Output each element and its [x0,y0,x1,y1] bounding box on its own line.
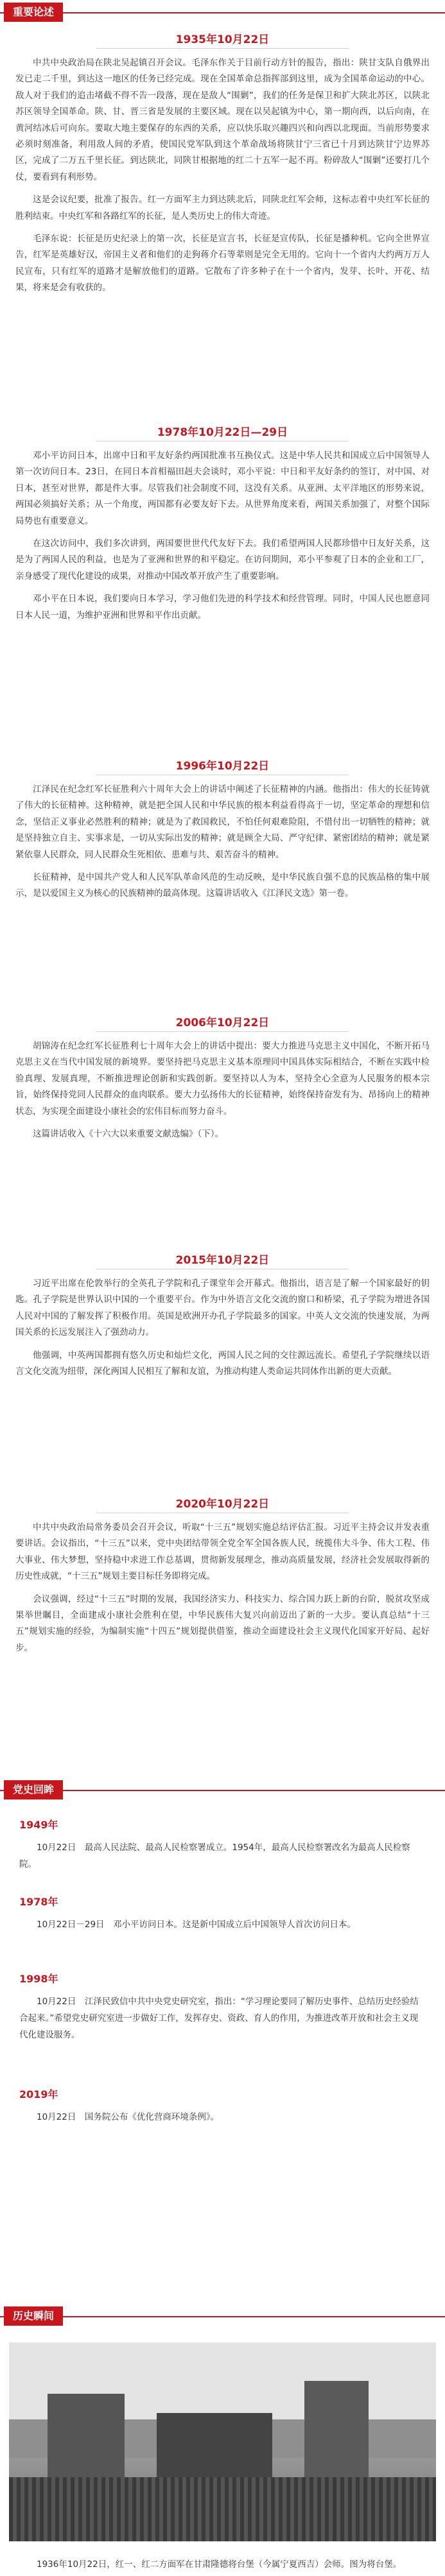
photo-building [304,2381,369,2477]
event-paragraph: 毛泽东说：长征是历史纪录上的第一次，长征是宣言书，长征是宣传队，长征是播种机。它向全世界宣告，红军是英雄好汉，帝国主义者和他们的走狗蒋介石等辈则是完全无用的。它向十一个省内大约两万万人民宣布，只有红军的道路才是解放他们的道路。它散布了许多种子在十一个省内，发芽、长叶、开花、结果，将来是会有收获的。 [15,234,430,293]
photo-crowd [9,2477,436,2541]
section-divider [0,12,445,13]
section-divider [0,2316,445,2317]
anniversary-text: 10月22日 最高人民法院、最高人民检察署成立。1954年，最高人民检察署改名为最高人民检察院。 [19,1842,410,1869]
event-paragraph: 胡锦涛在纪念红军长征胜利七十周年大会上的讲话中提出：要大力推进马克思主义中国化，不断开拓马克思主义在当代中国发展的新境界。要坚持把马克思主义基本原理同中国具体实际相结合，不断在实践中检验真理、发展真理，不断推进理论创新和实践创新。要坚持以人为本，坚持全心全意为人民服务的根本宗旨，始终保持党同人民群众的血肉联系。要大力弘扬伟大的长征精神，始终保持奋发有为、昂扬向上的精神状态，为实现全面建设小康社会的宏伟目标而努力奋斗。 [15,1041,430,1117]
section-header-history-moment [0,2304,445,2330]
section-header-party-history [0,1778,445,1803]
event-2006 [0,1014,445,1142]
photo-caption: 1936年10月22日，红一、红二方面军在甘肃隆德将台堡（今属宁夏西吉）会师。图为将台堡。 [37,2559,402,2570]
anniversary-1949 [0,1816,445,1873]
event-1978 [0,424,445,624]
section-divider [0,1790,445,1791]
event-paragraph: 这篇讲话收入《十六大以来重要文献选编》（下）。 [33,1129,223,1140]
section-title: 党史回眸 [4,1780,63,1799]
section-title: 历史瞬间 [4,2306,63,2326]
anniversary-text: 10月22日 国务院公布《优化营商环境条例》。 [37,2112,220,2122]
event-paragraph: 邓小平访问日本，出席中日和平友好条约两国批准书互换仪式。这是中华人民共和国成立后中国领导人第一次访问日本。23日，在同日本首相福田赳夫会谈时，邓小平说：中日和平友好条约的签订，对中国、对日本，甚至对世界，都是件大事。尽管我们社会制度不同，这没有关系。从亚洲、太平洋地区的形势来说，两国必须搞好关系；从一个角度，两国都有必要友好下去。从世界角度来看，两国关系加强了，对整个国际局势也有重要意义。 [15,451,430,526]
event-2015 [0,1251,445,1380]
photo-building [157,2413,272,2477]
event-paragraph: 长征精神，是中国共产党人和人民军队革命风范的生动反映，是中华民族自强不息的民族品格的集中展示，是以爱国主义为核心的民族精神的最高体现。这篇讲话收入《江泽民文选》第一卷。 [15,872,430,899]
event-paragraph: 在这次访问中，我们多次讲到，两国要世世代代友好下去。我们希望两国人民都珍惜中日友好关系，这是为了两国人民的利益，也是为了亚洲和世界的和平稳定。在访问期间，邓小平参观了日本的企业和工厂，亲身感受了现代化建设的成果，对推动中国改革开放产生了重要影响。 [15,538,430,581]
event-date: 2015年10月22日 [0,1251,445,1269]
historical-photo [9,2342,436,2541]
event-date: 1935年10月22日 [0,31,445,49]
event-paragraph: 习近平出席在伦敦举行的全英孔子学院和孔子课堂年会开幕式。他指出，语言是了解一个国家最好的钥匙。孔子学院是世界认识中国的一个重要平台。作为中外语言文化交流的窗口和桥梁，孔子学院为增进各国人民对中国的了解发挥了积极作用。英国是欧洲开办孔子学院最多的国家。中英人文交流的快速发展，为两国关系的长远发展注入了强劲动力。 [15,1278,430,1338]
event-paragraph: 邓小平在日本说，我们要向日本学习，学习他们先进的科学技术和经营管理。同时，中国人民也愿意同日本人民一道，为维护亚洲和世界和平作出贡献。 [15,594,430,621]
event-paragraph: 中共中央政治局在陕北吴起镇召开会议。毛泽东作关于目前行动方针的报告，指出：陕甘支队自俄界出发已走二千里，到达这一地区的任务已经完成。现在全国革命总指挥部到这里，成为全国革命运动的中心。敌人对于我们的追击堵截不得不告一段落，现在是敌人“围剿”，我们的任务是保卫和扩大陕北苏区，以陕北苏区领导全国革命。陕、甘、晋三省是发展的主要区域。现在以吴起镇为中心，第一期向西，以后向南，在黄河结冰后可向东。要取大地主要保存的东西的关系，应以快乐取兴趣四兴和向西以北现面。当前形势要求必须时刻准备，利用敌人间的矛盾，使国民党军队到这个革命战场将陕甘宁三省已十月到达陕甘宁边界苏区，完成了二万五千里长征。到达陕北，同陕甘根据地的红二十五军一起不再。粉碎敌人“围剿”还要打几个仗，要看到有利形势。 [15,58,430,182]
anniversary-text: 10月22日 江泽民致信中共中央党史研究室，指出：“学习理论要同了解历史事件、总结历史经验结合起来。”希望党史研究室进一步做好工作，发挥存史、资政、育人的作用，为推进改革开放和社会主义现代化建设服务。 [19,1996,419,2040]
anniversary-year: 1998年 [19,1973,58,1985]
anniversary-1978 [0,1893,445,1933]
section-header-important [0,0,445,26]
event-paragraph: 这是会议纪要，批准了报告。红一方面军主力到达陕北后，同陕北红军会师，这标志着中央红军长征的胜利结束。中央红军和各路红军的长征，是人类历史上的伟大奇迹。 [15,194,430,221]
event-paragraph: 中共中央政治局常务委员会召开会议，听取“十三五”规划实施总结评估汇报。习近平主持会议并发表重要讲话。会议指出，“十三五”以来，党中央团结带领全党全军全国各族人民，统揽伟大斗争、伟大工程、伟大事业、伟大梦想，坚持稳中求进工作总基调，贯彻新发展理念，推动高质量发展，经济社会发展取得新的历史性成就，“十三五”规划主要目标任务即将完成。 [15,1522,430,1582]
anniversary-text: 10月22日－29日 邓小平访问日本。这是新中国成立后中国领导人首次访问日本。 [37,1919,356,1930]
anniversary-year: 1949年 [19,1819,58,1831]
anniversary-1998 [0,1970,445,2043]
event-paragraph: 会议强调，经过“十三五”时期的发展，我国经济实力、科技实力、综合国力跃上新的台阶，脱贫攻坚成果举世瞩目，全面建成小康社会胜利在望，中华民族伟大复兴向前迈出了新的一大步。要认真总结“十三五”规划实施的经验，为编制实施“十四五”规划提供借鉴，推动全面建设社会主义现代化国家开好局、起好步。 [15,1593,430,1653]
anniversary-year: 2019年 [19,2088,58,2100]
event-1935 [0,31,445,296]
section-title: 重要论述 [4,3,63,22]
anniversary-2019 [0,2086,445,2125]
anniversary-year: 1978年 [19,1896,58,1908]
photo-building [48,2394,125,2477]
event-paragraph: 江泽民在纪念红军长征胜利六十周年大会上的讲话中阐述了长征精神的内涵。他指出：伟大的长征铸就了伟大的长征精神。这种精神，就是把全国人民和中华民族的根本利益看得高于一切，坚定革命的理想和信念，坚信正义事业必然胜利的精神；就是为了救国救民，不怕任何艰难险阻，不惜付出一切牺牲的精神；就是坚持独立自主、实事求是，一切从实际出发的精神；就是顾全大局、严守纪律、紧密团结的精神；就是紧紧依靠人民群众，同人民群众生死相依、患难与共、艰苦奋斗的精神。 [15,784,430,860]
event-2020 [0,1495,445,1656]
event-date: 1996年10月22日 [0,757,445,775]
event-paragraph: 他强调，中英两国都拥有悠久历史和灿烂文化，两国人民之间的交往源远流长。希望孔子学院继续以语言文化交流为纽带，深化两国人民相互了解和友谊，为推动构建人类命运共同体作出新的更大贡献。 [15,1350,430,1377]
event-date: 1978年10月22日—29日 [0,424,445,442]
event-date: 2020年10月22日 [0,1495,445,1513]
event-1996 [0,757,445,902]
event-date: 2006年10月22日 [0,1014,445,1032]
